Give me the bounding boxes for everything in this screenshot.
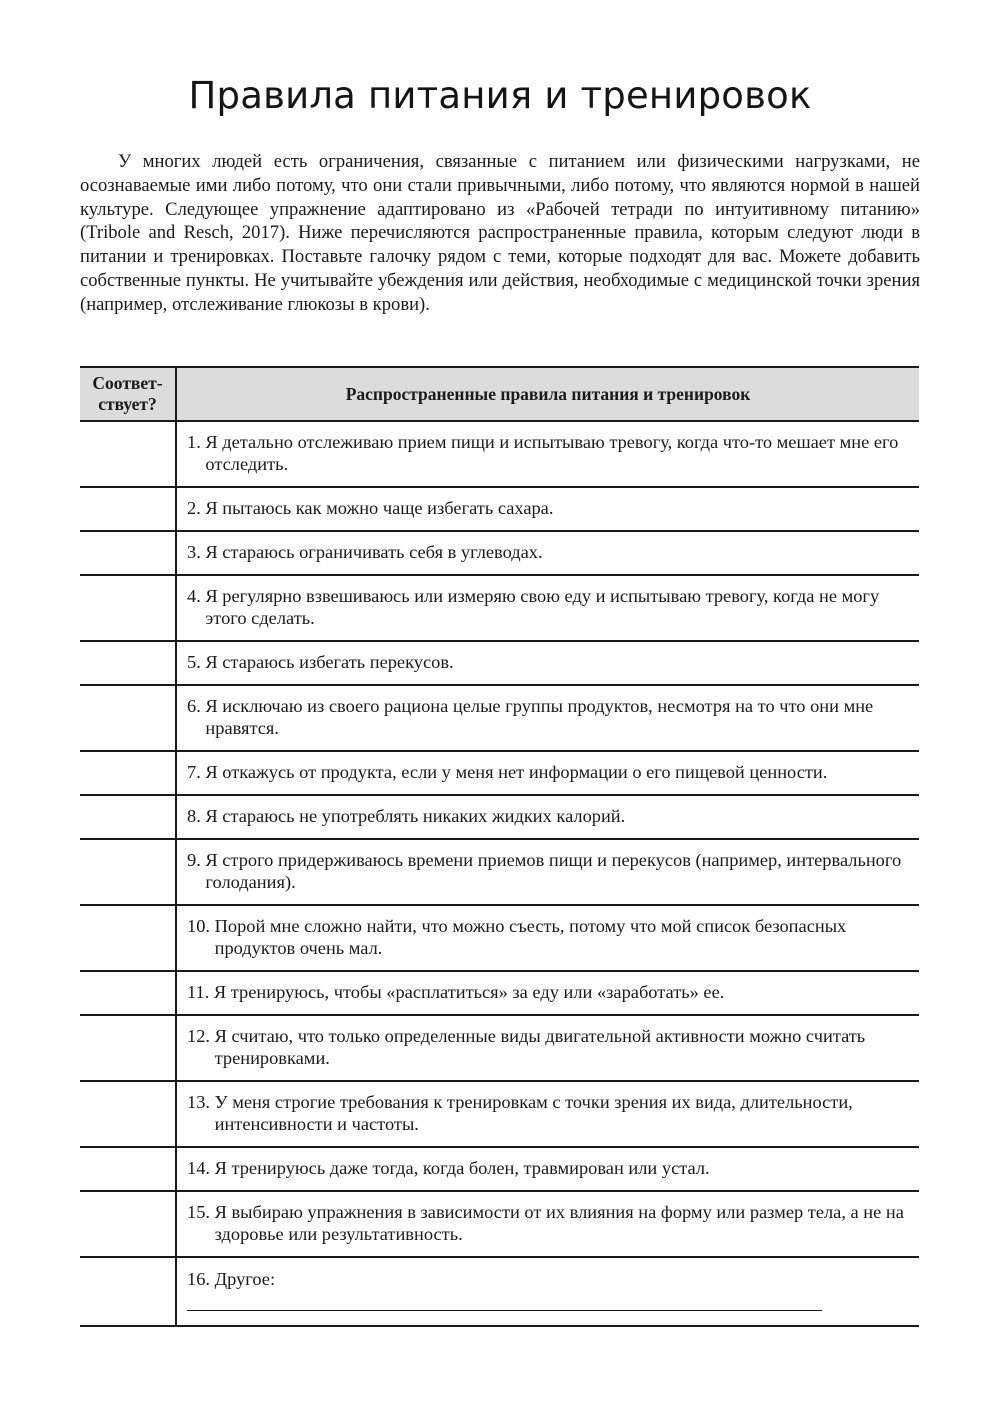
rule-number: 7. [187,762,201,782]
rule-body: Я тренируюсь, чтобы «расплатиться» за еду или «заработать» ее. [213,982,725,1002]
rule-text [177,1149,919,1189]
rule-number: 11. [187,982,210,1002]
table-row [80,751,919,795]
header-rules: Распространенные правила питания и тренировок [176,367,919,421]
header-applies-line2: ствует? [98,394,157,414]
rule-text [177,841,919,903]
applies-checkbox-cell[interactable] [80,531,176,575]
applies-checkbox-cell[interactable] [80,1081,176,1147]
rule-cell [176,839,919,905]
rule-number: 15. [187,1202,210,1222]
rule-text [177,1083,919,1145]
page-title: Правила питания и тренировок [188,74,812,117]
rule-body: У меня строгие требования к тренировкам с точки зрения их вида, длительности, интенсивности и частоты. [214,1092,853,1134]
rule-number: 8. [187,806,201,826]
rule-cell [176,1147,919,1191]
rule-text [177,643,919,683]
rule-body: Я считаю, что только определенные виды двигательной активности можно считать тренировками. [214,1026,866,1068]
rule-number: 14. [187,1158,210,1178]
table-row [80,575,919,641]
rule-body: Порой мне сложно найти, что можно съесть, потому что мой список безопасных продуктов очень мал. [214,916,847,958]
rule-cell [176,1257,919,1326]
rule-number: 2. [187,498,201,518]
header-applies [80,367,176,421]
other-write-in-line[interactable] [187,1310,822,1311]
rule-cell [176,421,919,487]
table-row [80,685,919,751]
rule-number: 9. [187,850,201,870]
rule-cell [176,685,919,751]
rule-body: Я пытаюсь как можно чаще избегать сахара. [205,498,554,518]
rule-other [177,1260,919,1323]
rule-text [177,533,919,573]
rule-body: Я выбираю упражнения в зависимости от их влияния на форму или размер тела, а не на здоровье или результативность. [214,1202,904,1244]
rule-cell [176,487,919,531]
applies-checkbox-cell[interactable] [80,905,176,971]
applies-checkbox-cell[interactable] [80,421,176,487]
applies-checkbox-cell[interactable] [80,795,176,839]
table-row [80,1081,919,1147]
table-row [80,905,919,971]
rule-cell [176,905,919,971]
table-row [80,531,919,575]
rules-table [80,366,919,1327]
rule-cell [176,1191,919,1257]
rule-body: Я регулярно взвешиваюсь или измеряю свою еду и испытываю тревогу, когда не могу этого сделать. [205,586,880,628]
rule-number: 5. [187,652,201,672]
rule-text [177,687,919,749]
applies-checkbox-cell[interactable] [80,685,176,751]
rule-body: Я стараюсь избегать перекусов. [205,652,454,672]
rule-text [177,797,919,837]
rule-number: 1. [187,432,201,452]
applies-checkbox-cell[interactable] [80,1147,176,1191]
rule-cell [176,795,919,839]
rule-number: 6. [187,696,201,716]
rule-body: Я тренируюсь даже тогда, когда болен, травмирован или устал. [214,1158,710,1178]
applies-checkbox-cell[interactable] [80,1257,176,1326]
applies-checkbox-cell[interactable] [80,1015,176,1081]
rule-text [177,577,919,639]
rule-text [177,489,919,529]
table-row [80,641,919,685]
rule-text [177,423,919,485]
rule-number: 3. [187,542,201,562]
applies-checkbox-cell[interactable] [80,575,176,641]
applies-checkbox-cell[interactable] [80,839,176,905]
applies-checkbox-cell[interactable] [80,751,176,795]
rule-text [177,1017,919,1079]
applies-checkbox-cell[interactable] [80,971,176,1015]
header-applies-line1: Соответ- [92,373,163,393]
rule-text [177,1193,919,1255]
table-row [80,839,919,905]
rule-body: Я стараюсь ограничивать себя в углеводах. [205,542,543,562]
rule-cell [176,971,919,1015]
applies-checkbox-cell[interactable] [80,641,176,685]
rule-other-text: Другое: [214,1269,276,1289]
rule-cell [176,1015,919,1081]
table-row [80,1257,919,1326]
applies-checkbox-cell[interactable] [80,1191,176,1257]
rule-body: Я строго придерживаюсь времени приемов пищи и перекусов (например, интервального голодания). [205,850,902,892]
rule-cell [176,575,919,641]
rule-text [177,753,919,793]
rule-number: 10. [187,916,210,936]
rule-other-label: 16. [187,1269,210,1289]
rule-cell [176,1081,919,1147]
rule-number: 4. [187,586,201,606]
table-row [80,421,919,487]
rule-text [177,907,919,969]
rule-body: Я стараюсь не употреблять никаких жидких калорий. [205,806,626,826]
rule-cell [176,641,919,685]
table-row [80,1015,919,1081]
table-row [80,1191,919,1257]
rule-body: Я исключаю из своего рациона целые группы продуктов, несмотря на то что они мне нравятся. [205,696,874,738]
intro-paragraph: У многих людей есть ограничения, связанные с питанием или физическими нагрузками, не осознаваемые ими либо потому, что они стали привычными, либо потому, что являются нормой в нашей культуре. Следующее упражнение адаптировано из «Рабочей тетради по интуитивному питанию» (Tribole and Resch, 2017). Ниже перечисляются распространенные правила, которым следуют люди в питании и тренировках. Поставьте галочку рядом с теми, которые подходят для вас. Можете добавить собственные пункты. Не учитывайте убеждения или действия, необходимые с медицинской точки зрения (например, отслеживание глюкозы в крови). [80,151,920,315]
table-row [80,1147,919,1191]
rule-number: 12. [187,1026,210,1046]
table-row [80,795,919,839]
applies-checkbox-cell[interactable] [80,487,176,531]
rule-body: Я детально отслеживаю прием пищи и испытываю тревогу, когда что-то мешает мне его отследить. [205,432,899,474]
rule-cell [176,531,919,575]
table-header-row [80,367,919,421]
rule-cell [176,751,919,795]
table-row [80,971,919,1015]
rule-body: Я откажусь от продукта, если у меня нет информации о его пищевой ценности. [205,762,828,782]
rule-text [177,973,919,1013]
rule-number: 13. [187,1092,210,1112]
table-row [80,487,919,531]
